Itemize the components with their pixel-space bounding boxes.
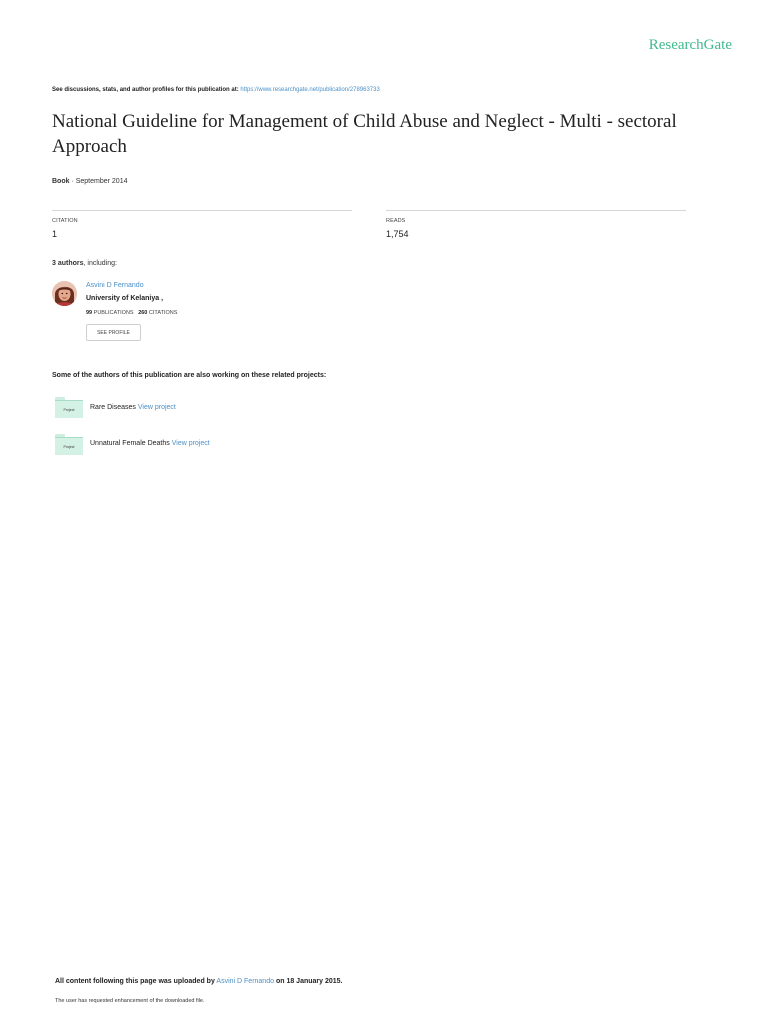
authors-including: , including: [83, 260, 117, 267]
author-avatar[interactable] [52, 281, 77, 306]
uploader-link[interactable]: Asvini D Fernando [216, 978, 274, 985]
publication-date: · September 2014 [69, 178, 128, 185]
authors-heading [52, 260, 117, 267]
publication-type: Book [52, 178, 70, 185]
author-photo-icon [52, 281, 77, 306]
author-name-link[interactable]: Asvini D Fernando [86, 282, 144, 289]
project-item [90, 404, 176, 411]
see-profile-button[interactable]: SEE PROFILE [86, 324, 141, 341]
citation-label: CITATION [52, 218, 78, 224]
divider-reads [386, 210, 686, 211]
author-citations-label: CITATIONS [148, 310, 178, 316]
view-project-link[interactable]: View project [137, 404, 176, 411]
upload-prefix: All content following this page was uploaded by [55, 978, 215, 985]
discussion-prefix: See discussions, stats, and author profiles for this publication at: [52, 87, 239, 93]
author-stats [86, 310, 177, 316]
publication-meta [52, 178, 127, 185]
authors-count: 3 authors [52, 260, 84, 267]
citation-value: 1 [52, 229, 58, 239]
reads-value: 1,754 [386, 229, 409, 239]
author-publications-count: 99 [86, 310, 93, 316]
discussion-line [52, 87, 380, 93]
projects-heading: Some of the authors of this publication are also working on these related projects: [52, 372, 327, 379]
author-publications-label: PUBLICATIONS [93, 310, 134, 316]
researchgate-logo[interactable]: ResearchGate [648, 37, 732, 53]
view-project-link[interactable]: View project [171, 440, 210, 447]
publication-title: National Guideline for Management of Child Abuse and Neglect - Multi - sectoral Approach [52, 111, 677, 157]
reads-label: READS [386, 218, 406, 224]
project-folder-icon[interactable] [55, 437, 83, 455]
author-citations-count: 260 [138, 310, 148, 316]
upload-suffix: on 18 January 2015. [275, 978, 343, 985]
folder-label: Project [55, 400, 83, 418]
publication-url-link[interactable]: https://www.researchgate.net/publication/278963733 [240, 87, 380, 93]
project-item [90, 440, 210, 447]
divider-citation [52, 210, 352, 211]
project-name: Unnatural Female Deaths [90, 440, 170, 447]
enhancement-note: The user has requested enhancement of the downloaded file. [55, 998, 205, 1004]
upload-notice [55, 978, 343, 985]
author-institution: University of Kelaniya , [86, 295, 164, 302]
folder-label: Project [55, 437, 83, 455]
project-name: Rare Diseases [90, 404, 136, 411]
project-folder-icon[interactable] [55, 400, 83, 418]
